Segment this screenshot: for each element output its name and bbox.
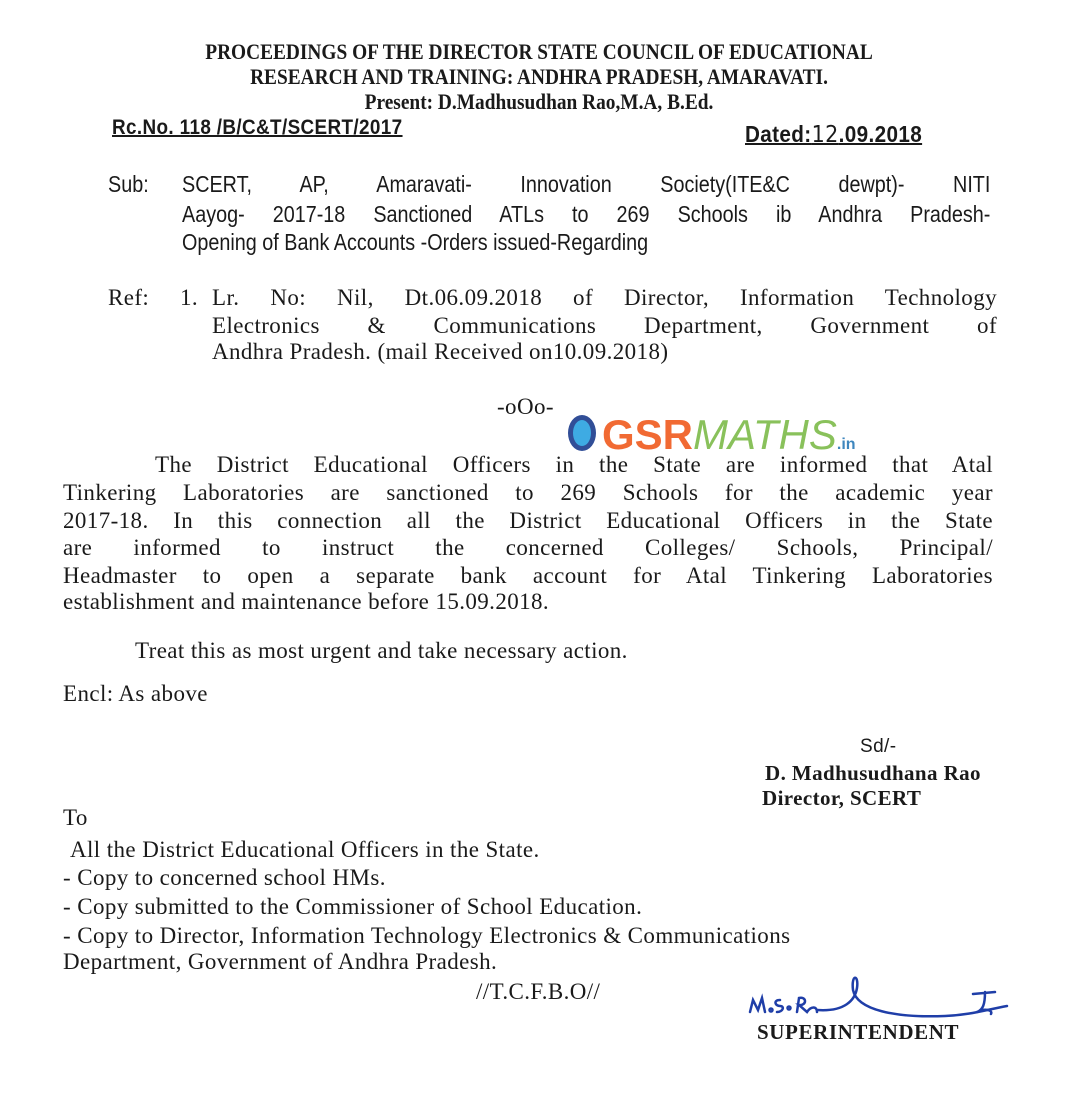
subject-line-1: SCERT, AP, Amaravati- Innovation Society(ITE&C dewpt)- NITI	[182, 171, 991, 197]
signatory-name: D. Madhusudhana Rao	[765, 761, 981, 785]
separator: -oOo-	[497, 394, 554, 419]
dated-label: Dated:	[745, 121, 812, 147]
rc-number: Rc.No. 118 /B/C&T/SCERT/2017	[112, 116, 403, 139]
tcfbo: //T.C.F.B.O//	[476, 979, 601, 1004]
reference-number: 1.	[180, 285, 199, 310]
watermark-gsr: GSR	[602, 411, 694, 458]
distribution-line-1: All the District Educational Officers in the State.	[70, 837, 540, 862]
distribution-line-4: - Copy to Director, Information Technology Electronics & Communications	[63, 923, 791, 948]
superintendent-title: SUPERINTENDENT	[757, 1020, 960, 1044]
distribution-line-2: - Copy to concerned school HMs.	[63, 865, 386, 890]
header-present: Present: D.Madhusudhan Rao,M.A, B.Ed.	[364, 89, 714, 114]
header-title-line-1: PROCEEDINGS OF THE DIRECTOR STATE COUNCIL OF EDUCATIONAL	[205, 39, 873, 64]
reference-label: Ref:	[108, 285, 150, 310]
body-line-6: establishment and maintenance before 15.09.2018.	[63, 589, 550, 614]
dated-day-handwritten: 12	[811, 122, 839, 148]
urgent-note: Treat this as most urgent and take necessary action.	[135, 638, 628, 663]
enclosure: Encl: As above	[63, 681, 208, 706]
dated-rest: .09.2018	[838, 121, 923, 147]
body-line-3: 2017-18. In this connection all the District Educational Officers in the State	[63, 508, 993, 533]
reference-line-2: Electronics & Communications Department, Government of	[212, 313, 997, 338]
signatory-designation: Director, SCERT	[762, 786, 922, 810]
to-label: To	[63, 805, 88, 830]
body-line-1: The District Educational Officers in the State are informed that Atal	[155, 452, 993, 477]
subject-label: Sub:	[108, 171, 149, 197]
body-line-2: Tinkering Laboratories are sanctioned to 269 Schools for the academic year	[63, 480, 993, 505]
reference-line-1: Lr. No: Nil, Dt.06.09.2018 of Director, Information Technology	[212, 285, 997, 310]
watermark-maths: MATHS	[693, 411, 837, 458]
distribution-line-5: Department, Government of Andhra Pradesh.	[63, 949, 498, 974]
sd-mark: Sd/-	[860, 736, 897, 757]
body-line-4: are informed to instruct the concerned Colleges/ Schools, Principal/	[63, 535, 993, 560]
subject-line-3: Opening of Bank Accounts -Orders issued-Regarding	[182, 229, 649, 255]
distribution-line-3: - Copy submitted to the Commissioner of School Education.	[63, 894, 643, 919]
dated	[745, 120, 922, 149]
header-title-line-2: RESEARCH AND TRAINING: ANDHRA PRADESH, AMARAVATI.	[250, 64, 828, 89]
subject-line-2: Aayog- 2017-18 Sanctioned ATLs to 269 Schools ib Andhra Pradesh-	[182, 201, 991, 227]
body-line-5: Headmaster to open a separate bank account for Atal Tinkering Laboratories	[63, 563, 993, 588]
reference-line-3: Andhra Pradesh. (mail Received on10.09.2018)	[212, 339, 669, 364]
logo-icon	[568, 415, 596, 451]
watermark-tld: .in	[836, 436, 856, 453]
